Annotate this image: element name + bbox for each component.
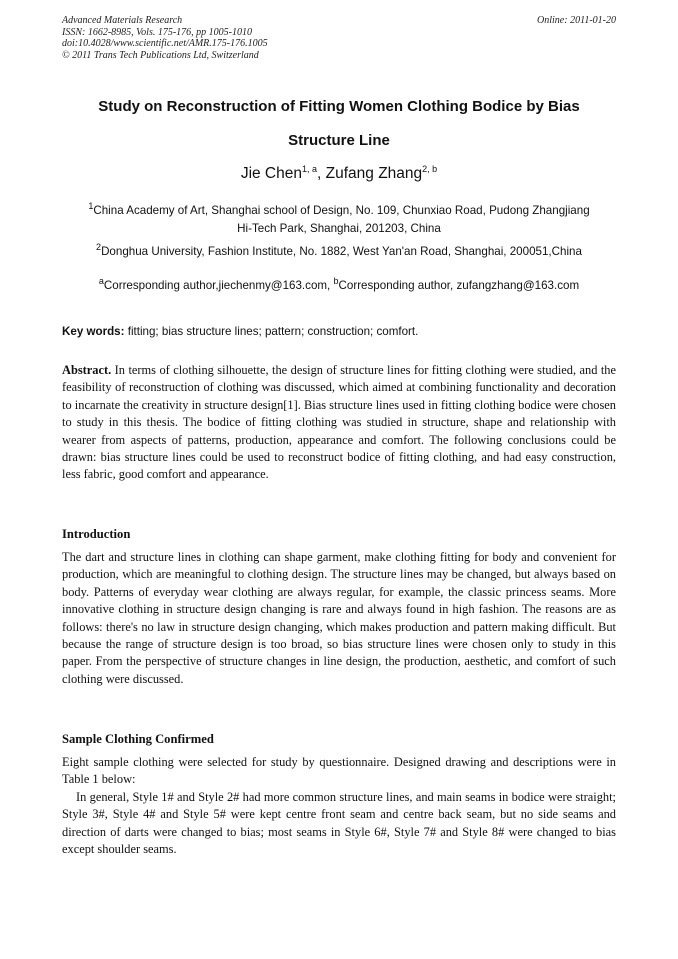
sample-paragraph-2: In general, Style 1# and Style 2# had more common structure lines, and main seams in bodice were straight; Style 3#, Style 4# and Style 5# were kept centre front seam and centre back seam, but no side seams and direction of darts were changed to bias; most seams in Style 6#, Style 7# and Style 8# were changed to bias except shoulder seams. — [62, 789, 616, 857]
author-separator: , — [317, 165, 326, 182]
corresponding-authors — [62, 277, 616, 295]
keywords-label: Key words: — [62, 325, 125, 338]
introduction-text: The dart and structure lines in clothing can shape garment, make clothing fitting for body and convenient for production, which are meaningful to clothing design. The structure lines may be changed, but always based on body. Patterns of everyday wear clothing are always regular, for example, the classic princess seams. More innovative clothing in structure design changing is rare and always found in high fashion. The reasons are as follows: there's no law in structure design changing, which makes production and pattern making difficult. But because the range of structure design is too broad, so bias structure lines were chosen only to study in this paper. From the perspective of structure changes in line design, the production, aesthetic, and comfort of such clothing were discussed. — [62, 550, 616, 686]
issn-line: ISSN: 1662-8985, Vols. 175-176, pp 1005-1010 — [62, 26, 252, 38]
affiliation-1-line-2: Hi-Tech Park, Shanghai, 201203, China — [237, 222, 441, 235]
copyright-line: © 2011 Trans Tech Publications Ltd, Switzerland — [62, 49, 259, 61]
affiliation-1 — [62, 202, 616, 238]
abstract — [62, 362, 616, 484]
corresponding-b-email: Corresponding author, zufangzhang@163.com — [338, 279, 580, 292]
doi-line: doi:10.4028/www.scientific.net/AMR.175-176.1005 — [62, 38, 268, 49]
author-2: Zufang Zhang — [325, 165, 423, 182]
abstract-text: In terms of clothing silhouette, the design of structure lines for fitting clothing were studied, and the feasibility of reconstruction of clothing was discussed, which aimed at combining functionality and decoration to incarnate the creativity in structure design[1]. Bias structure lines used in fitting clothing bodice were chosen to study in this thesis. The bodice of fitting clothing was studied in structure, shape and relationship with wearer from aspects of patterns, production, appearance and comfort. The following conclusions could be drawn: bias structure lines could be used to reconstruct bodice of fitting clothing, and had easy construction, less fabric, good comfort and appearance. — [62, 363, 616, 482]
keywords — [62, 325, 616, 338]
title-line-2: Structure Line — [288, 132, 390, 149]
affiliation-1-line-1: China Academy of Art, Shanghai school of Design, No. 109, Chunxiao Road, Pudong Zhangjiang — [93, 204, 590, 217]
keywords-text: fitting; bias structure lines; pattern; construction; comfort. — [124, 325, 419, 338]
author-1-affiliation-mark: 1, a — [302, 163, 318, 174]
title-line-1: Study on Reconstruction of Fitting Women Clothing Bodice by Bias — [98, 98, 580, 115]
corresponding-a-mark: a — [98, 276, 104, 287]
author-2-affiliation-mark: 2, b — [422, 163, 438, 174]
author-1: Jie Chen — [240, 165, 302, 182]
author-list — [62, 165, 616, 183]
corresponding-a-email: Corresponding author,jiechenmy@163.com, — [103, 279, 334, 292]
affiliation-2-mark: 2 — [96, 242, 102, 253]
paper-title — [62, 90, 616, 158]
affiliation-1-mark: 1 — [88, 201, 94, 212]
affiliation-2 — [62, 243, 616, 261]
corresponding-b-mark: b — [333, 276, 339, 287]
affiliation-2-text: Donghua University, Fashion Institute, No. 1882, West Yan'an Road, Shanghai, 200051,China — [101, 245, 582, 258]
sample-heading: Sample Clothing Confirmed — [62, 732, 214, 746]
journal-name: Advanced Materials Research — [62, 15, 183, 26]
online-date: Online: 2011-01-20 — [537, 15, 616, 26]
introduction-heading: Introduction — [62, 527, 131, 541]
sample-paragraph-1: Eight sample clothing were selected for study by questionnaire. Designed drawing and descriptions were in Table 1 below: — [62, 755, 616, 787]
abstract-label: Abstract. — [62, 363, 112, 377]
journal-header — [62, 15, 616, 61]
sample-section — [62, 754, 616, 858]
